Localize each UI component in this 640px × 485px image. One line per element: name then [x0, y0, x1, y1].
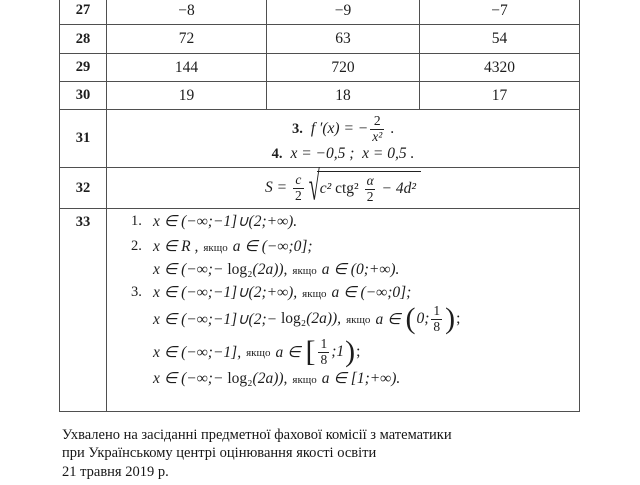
answer-value: 17	[491, 86, 508, 104]
fraction-numerator: c	[295, 171, 302, 187]
function-name: log₂	[227, 260, 253, 278]
answer-value: 4320	[484, 58, 515, 76]
question-number-cell	[60, 168, 107, 208]
answer-cell	[420, 54, 579, 81]
question-number: 29	[75, 59, 91, 75]
approval-note-line2: при Українському центрі оцінювання якості освіти	[62, 445, 377, 462]
right-paren: )	[445, 302, 456, 336]
fraction	[431, 304, 442, 335]
answer-line	[107, 237, 313, 256]
formula-text: .	[386, 120, 395, 137]
answer-line	[107, 212, 297, 231]
answer-line	[107, 260, 399, 279]
formula-text: a ∈ (−∞;0];	[331, 284, 412, 301]
answer-line	[292, 114, 394, 145]
function-name: log₂	[227, 369, 253, 387]
fraction-denominator: 8	[433, 318, 441, 334]
table-row-31	[60, 109, 579, 167]
table-row-29	[60, 53, 579, 81]
answer-line	[107, 304, 460, 335]
question-number: 30	[75, 87, 91, 103]
answer-cell	[107, 163, 579, 210]
radicand	[317, 171, 421, 206]
table-row-33	[60, 208, 579, 411]
radical-sign-icon: √	[308, 163, 320, 210]
formula-text: a ∈	[375, 310, 405, 328]
answer-value: −7	[491, 1, 508, 19]
answer-cell	[267, 25, 420, 53]
answer-value: 144	[174, 58, 199, 76]
answer-line	[107, 283, 411, 302]
answer-value: 19	[178, 86, 195, 104]
fraction-denominator: 2	[366, 188, 374, 204]
formula-text: x ∈ R ,	[153, 238, 199, 255]
question-number-cell	[60, 25, 107, 53]
answer-value: 63	[335, 30, 351, 47]
condition-word: якщо	[246, 347, 271, 360]
answer-value: 720	[331, 58, 355, 76]
fraction-numerator: 1	[433, 303, 441, 318]
item-label: 2.	[131, 238, 142, 254]
formula-text: a ∈ [1;+∞).	[321, 370, 401, 388]
formula-line	[264, 163, 421, 210]
formula-text: x ∈ (−∞;−	[153, 370, 228, 388]
formula-text: x = −0,5 ; x = 0,5 .	[290, 145, 415, 163]
approval-note	[62, 426, 452, 481]
answer-value: 72	[178, 30, 195, 47]
answer-cell	[267, 0, 420, 24]
condition-word: якщо	[292, 264, 317, 277]
right-paren: )	[345, 335, 356, 369]
formula-text: x ∈ (−∞;−1]∪(2;−	[153, 310, 281, 328]
answer-line	[107, 337, 360, 368]
formula-text: x ∈ (−∞;−1],	[153, 343, 242, 361]
fraction-numerator: 1	[320, 335, 328, 351]
fraction-denominator: 8	[320, 351, 328, 367]
fraction-numerator: α	[366, 172, 374, 188]
question-number-cell	[60, 110, 107, 167]
question-number: 33	[75, 214, 91, 230]
function-name: log₂	[280, 310, 307, 328]
punctuation: ;	[456, 310, 461, 328]
answer-cell	[107, 25, 267, 53]
item-label: 4.	[271, 145, 283, 162]
answer-cell	[420, 25, 579, 53]
table-row-27	[60, 0, 579, 24]
formula-text: (2a)),	[252, 260, 288, 278]
formula-text: x ∈ (−∞;−1]∪(2;+∞),	[153, 284, 298, 301]
formula-text: − 4d²	[377, 180, 417, 197]
approval-note-line1: Ухвалено на засіданні предметної фахової комісії з математики	[62, 427, 452, 443]
answer-cell	[107, 54, 267, 81]
question-number: 31	[75, 130, 91, 146]
formula-text: a ∈ (−∞;0];	[232, 238, 313, 255]
item-label: 3.	[291, 120, 303, 137]
answer-line	[272, 145, 415, 163]
condition-word: якщо	[203, 241, 228, 254]
answer-cell	[107, 0, 267, 24]
question-number-cell	[60, 0, 107, 24]
formula-text: S =	[264, 179, 291, 196]
square-root	[308, 163, 421, 210]
formula-text: x ∈ (−∞;−	[153, 261, 228, 278]
question-number-cell	[60, 54, 107, 81]
fraction-denominator: 2	[294, 187, 302, 203]
formula-text: ;1	[331, 343, 345, 361]
formula-text: a ∈	[275, 343, 305, 361]
table-row-30	[60, 81, 579, 109]
fraction	[318, 337, 329, 368]
item-label: 3.	[131, 284, 142, 300]
table-row-28	[60, 24, 579, 53]
answer-cell	[267, 82, 420, 109]
answer-cell	[107, 82, 267, 109]
answer-line	[107, 369, 400, 388]
formula-text: a ∈ (0;+∞).	[321, 261, 400, 278]
question-number: 27	[75, 2, 91, 18]
left-paren: (	[405, 302, 416, 336]
item-label: 1.	[131, 213, 142, 229]
answers-table	[59, 0, 580, 412]
question-number: 32	[75, 179, 91, 196]
answer-cell	[420, 82, 579, 109]
approval-note-line3: 21 травня 2019 р.	[62, 463, 169, 480]
answer-cell	[420, 0, 579, 24]
formula-text: (2a)),	[252, 369, 288, 387]
answer-cell	[107, 209, 579, 411]
formula-text: c²	[319, 180, 336, 197]
left-bracket: [	[305, 335, 316, 369]
answer-value: −9	[334, 1, 352, 19]
condition-word: якщо	[346, 314, 371, 327]
answer-value: 18	[335, 86, 351, 104]
fraction	[370, 114, 384, 145]
fraction	[365, 174, 376, 205]
formula-text: f ′(x) = −	[310, 120, 369, 137]
formula-text: x ∈ (−∞;−1]∪(2;+∞).	[153, 213, 298, 230]
fraction-numerator: 2	[373, 112, 381, 128]
condition-word: якщо	[302, 287, 327, 300]
question-number-cell	[60, 82, 107, 109]
answer-cell	[267, 54, 420, 81]
formula-text: (2a)),	[306, 310, 342, 328]
table-row-32	[60, 163, 579, 210]
formula-text: 0;	[416, 310, 430, 328]
question-number: 28	[75, 30, 91, 47]
question-number-cell	[60, 209, 107, 411]
condition-word: якщо	[292, 373, 317, 386]
answer-value: −8	[178, 1, 195, 19]
answer-value: 54	[491, 30, 508, 47]
answer-cell	[107, 110, 579, 167]
fraction-denominator: x²	[372, 128, 383, 144]
function-name: ctg²	[335, 180, 363, 197]
punctuation: ;	[356, 343, 361, 361]
fraction	[293, 173, 304, 204]
